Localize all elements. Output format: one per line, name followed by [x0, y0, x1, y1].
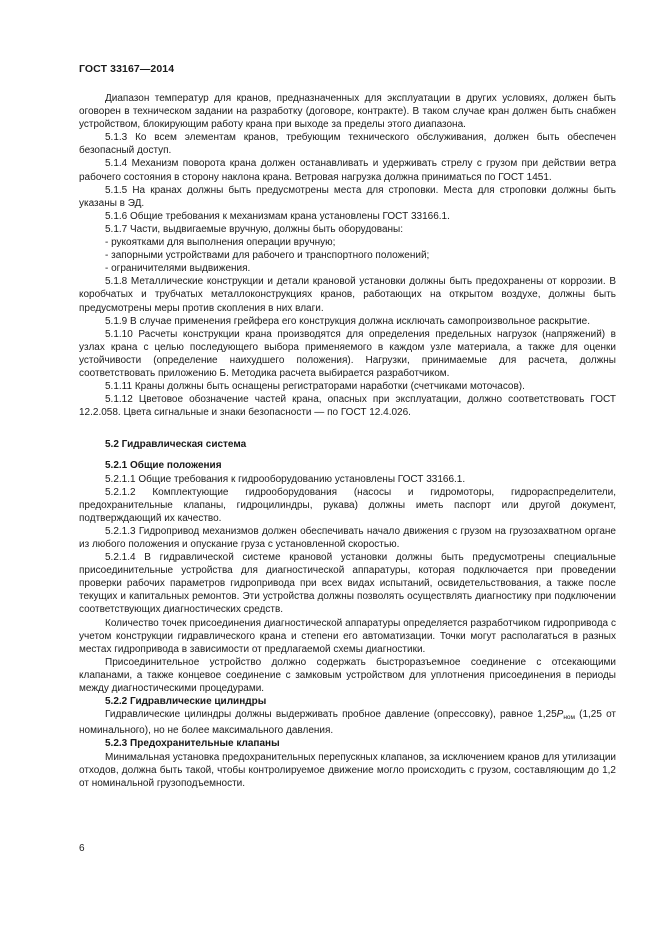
text-test-pressure: Гидравлические цилиндры должны выдерживать пробное давление (опрессовку), равное 1,25	[105, 709, 557, 721]
paragraph-5-2-1-2: 5.2.1.2 Комплектующие гидрооборудования (насосы и гидромоторы, гидрораспределители, предохранительные клапаны, гидроцилиндры, рукава) должны иметь паспорт или другой документ, подтверждающий их качество.	[79, 486, 616, 524]
paragraph-5-2-1-1: 5.2.1.1 Общие требования к гидрооборудованию установлены ГОСТ 33166.1.	[105, 473, 466, 485]
section-heading-5-2: 5.2 Гидравлическая система	[105, 439, 247, 451]
paragraph-5-1-4: 5.1.4 Механизм поворота крана должен останавливать и удерживать стрелу с грузом при действии ветра рабочего состояния в сторону наклона крана. Ветровая нагрузка должна приниматься по ГОСТ 1451.	[79, 158, 616, 183]
document-body	[79, 92, 616, 790]
paragraph-5-1-9: 5.1.9 В случае применения грейфера его конструкция должна исключать самопроизвольное раскрытие.	[105, 315, 590, 327]
paragraph-5-1-5: 5.1.5 На кранах должны быть предусмотрены места для строповки. Места для строповки должны быть указаны в ЭД.	[79, 184, 616, 209]
page-number: 6	[79, 843, 85, 854]
paragraph-temperature-range: Диапазон температур для кранов, предназначенных для эксплуатации в других условиях, должен быть оговорен в техническом задании на разработку (договоре, контракте). В таком случае кран должен быть снабжен устройством, блокирующим работу крана при выходе за пределы этого диапазона.	[79, 93, 616, 131]
paragraph-diagnostic-points: Количество точек присоединения диагностической аппаратуры определяется разработчиком гидропривода с учетом конструкции гидравлического крана и степени его автоматизации. Точки могут располагаться в разных местах гидропривода в зависимости от предлагаемой схемы диагностики.	[79, 617, 616, 655]
paragraph-5-1-3: 5.1.3 Ко всем элементам кранов, требующим технического обслуживания, должен быть обеспечен безопасный доступ.	[79, 132, 616, 157]
symbol-pressure: P	[556, 709, 564, 721]
paragraph-connection-device: Присоединительное устройство должно содержать быстроразъемное соединение с отсекающими клапанами, а также концевое соединение с замковым устройством для уплотнения присоединения в периоды между диагностическими процедурами.	[79, 656, 616, 695]
subsection-heading-5-2-2: 5.2.2 Гидравлические цилиндры	[105, 696, 267, 708]
paragraph-5-1-6: 5.1.6 Общие требования к механизмам крана установлены ГОСТ 33166.1.	[105, 210, 450, 222]
subsection-heading-5-2-3: 5.2.3 Предохранительные клапаны	[105, 738, 280, 750]
paragraph-5-1-12: 5.1.12 Цветовое обозначение частей крана, опасных при эксплуатации, должно соответствовать ГОСТ 12.2.058. Цвета сигнальные и знаки безопасности — по ГОСТ 12.4.026.	[79, 394, 616, 419]
text-test-pressure-end: (1,25 от номинального), но не более максимального давления.	[79, 709, 616, 737]
paragraph-5-1-10: 5.1.10 Расчеты конструкции крана производятся для определения предельных нагрузок (напряжений) в узлах крана с целью последующего выбора применяемого в каждом узле материала, а также для оценки устойчивости (определение наихудшего положения). Нагрузки, принимаемые для расчета, должны соответствовать приложению Б. Методика расчета выбирается разработчиком.	[79, 328, 616, 379]
paragraph-5-1-8: 5.1.8 Металлические конструкции и детали крановой установки должны быть предохранены от коррозии. В коробчатых и трубчатых металлоконструкциях кранов, работающих на открытом воздухе, должны быть предусмотрены меры против скопления в них влаги.	[79, 276, 616, 314]
list-item-locks: - запорными устройствами для рабочего и транспортного положений;	[105, 250, 430, 262]
paragraph-5-2-2	[79, 708, 616, 737]
paragraph-5-2-3: Минимальная установка предохранительных перепускных клапанов, за исключением кранов для утилизации отходов, должна быть такой, чтобы контролируемое движение могло происходить с грузом, составляющим до 1,2 от номинальной грузоподъемности.	[79, 751, 616, 789]
paragraph-5-1-11: 5.1.11 Краны должны быть оснащены регистраторами наработки (счетчиками моточасов).	[105, 381, 525, 393]
list-item-handles: - рукоятками для выполнения операции вручную;	[105, 237, 336, 249]
paragraph-5-2-1-3: 5.2.1.3 Гидропривод механизмов должен обеспечивать начало движения с грузом на грузозахватном органе из любого положения и опускание груза с установленной скоростью.	[79, 525, 616, 550]
page-header-title: ГОСТ 33167—2014	[79, 63, 175, 75]
paragraph-5-2-1-4: 5.2.1.4 В гидравлической системе крановой установки должны быть предусмотрены специальные присоединительные устройства для диагностической аппаратуры, которая подключается при проведении проверки рабочих параметров гидропривода при всех видах испытаний, освидетельствования, а также после текущих и капитальных ремонтов. Эти устройства должны позволять осуществлять диагностику при подключении соответствующих диагностических средств.	[79, 552, 616, 616]
subscript-nominal: ном	[563, 714, 575, 722]
paragraph-5-1-7: 5.1.7 Части, выдвигаемые вручную, должны быть оборудованы:	[105, 223, 403, 235]
subsection-heading-5-2-1: 5.2.1 Общие положения	[105, 460, 222, 472]
list-item-limiters: - ограничителями выдвижения.	[105, 263, 251, 275]
